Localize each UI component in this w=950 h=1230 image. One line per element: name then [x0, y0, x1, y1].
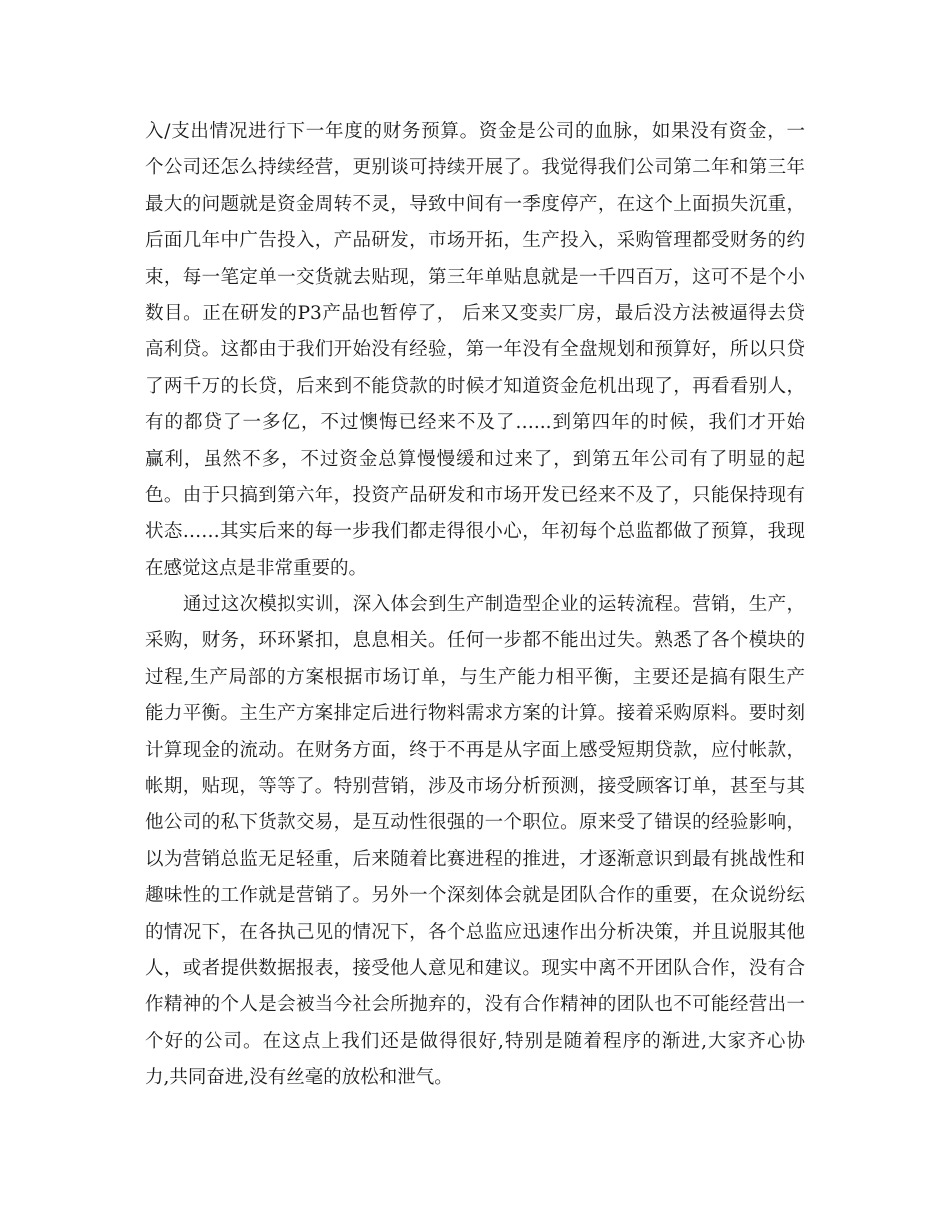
paragraph-line: 状态……其实后来的每一步我们都走得很小心，年初每个总监都做了预算，我现 [145, 521, 805, 543]
paragraph-line: 过程,生产局部的方案根据市场订单，与生产能力相平衡，主要还是搞有限生产 [145, 666, 805, 688]
paragraph-line: 以为营销总监无足轻重，后来随着比赛进程的推进，才逐渐意识到最有挑战性和 [145, 848, 805, 870]
paragraph-line: 通过这次模拟实训，深入体会到生产制造型企业的运转流程。营销，生产， [183, 594, 805, 616]
paragraph-2 [145, 587, 805, 1096]
paragraph-line: 采购，财务，环环紧扣，息息相关。任何一步都不能出过失。熟悉了各个模块的 [145, 630, 805, 652]
paragraph-line: 他公司的私下货款交易，是互动性很强的一个职位。原来受了错误的经验影响， [145, 812, 805, 834]
paragraph-line: 趣味性的工作就是营销了。另外一个深刻体会就是团队合作的重要，在众说纷纭 [145, 885, 805, 907]
paragraph-line: 能力平衡。主生产方案排定后进行物料需求方案的计算。接着采购原料。要时刻 [145, 703, 805, 725]
paragraph-line: 数目。正在研发的P3产品也暂停了， 后来又变卖厂房，最后没方法被逼得去贷 [145, 302, 805, 324]
paragraph-line: 作精神的个人是会被当今社会所抛弃的，没有合作精神的团队也不可能经营出一 [145, 994, 805, 1016]
paragraph-line: 帐期，贴现，等等了。特别营销，涉及市场分析预测，接受顾客订单，甚至与其 [145, 776, 805, 798]
paragraph-line: 计算现金的流动。在财务方面，终于不再是从字面上感受短期贷款，应付帐款， [145, 739, 805, 761]
paragraph-line: 有的都贷了一多亿，不过懊悔已经来不及了…...到第四年的时候，我们才开始 [145, 412, 805, 434]
paragraph-line: 赢利，虽然不多，不过资金总算慢慢缓和过来了，到第五年公司有了明显的起 [145, 448, 805, 470]
paragraph-1 [145, 114, 805, 587]
paragraph-line: 后面几年中广告投入，产品研发，市场开拓，生产投入，采购管理都受财务的约 [145, 230, 805, 252]
paragraph-line: 入/支出情况进行下一年度的财务预算。资金是公司的血脉，如果没有资金，一 [145, 121, 805, 142]
paragraph-line: 在感觉这点是非常重要的。 [145, 557, 368, 579]
paragraph-line: 束，每一笔定单一交货就去贴现，第三年单贴息就是一千四百万，这可不是个小 [145, 266, 805, 288]
paragraph-line: 最大的问题就是资金周转不灵，导致中间有一季度停产，在这个上面损失沉重， [145, 193, 805, 215]
paragraph-line: 力,共同奋进,没有丝毫的放松和泄气。 [145, 1067, 453, 1089]
paragraph-line: 个公司还怎么持续经营，更别谈可持续开展了。我觉得我们公司第二年和第三年 [145, 157, 805, 179]
paragraph-line: 个好的公司。在这点上我们还是做得很好,特别是随着程序的渐进,大家齐心协 [145, 1030, 805, 1052]
document-body [145, 114, 805, 1097]
paragraph-line: 了两千万的长贷，后来到不能贷款的时候才知道资金危机出现了，再看看别人， [145, 375, 805, 397]
paragraph-line: 人，或者提供数据报表，接受他人意见和建议。现实中离不开团队合作，没有合 [145, 957, 805, 979]
paragraph-line: 的情况下，在各执己见的情况下，各个总监应迅速作出分析决策，并且说服其他 [145, 921, 805, 943]
paragraph-line: 色。由于只搞到第六年，投资产品研发和市场开发已经来不及了，只能保持现有 [145, 484, 805, 506]
paragraph-line: 高利贷。这都由于我们开始没有经验，第一年没有全盘规划和预算好，所以只贷 [145, 339, 805, 361]
